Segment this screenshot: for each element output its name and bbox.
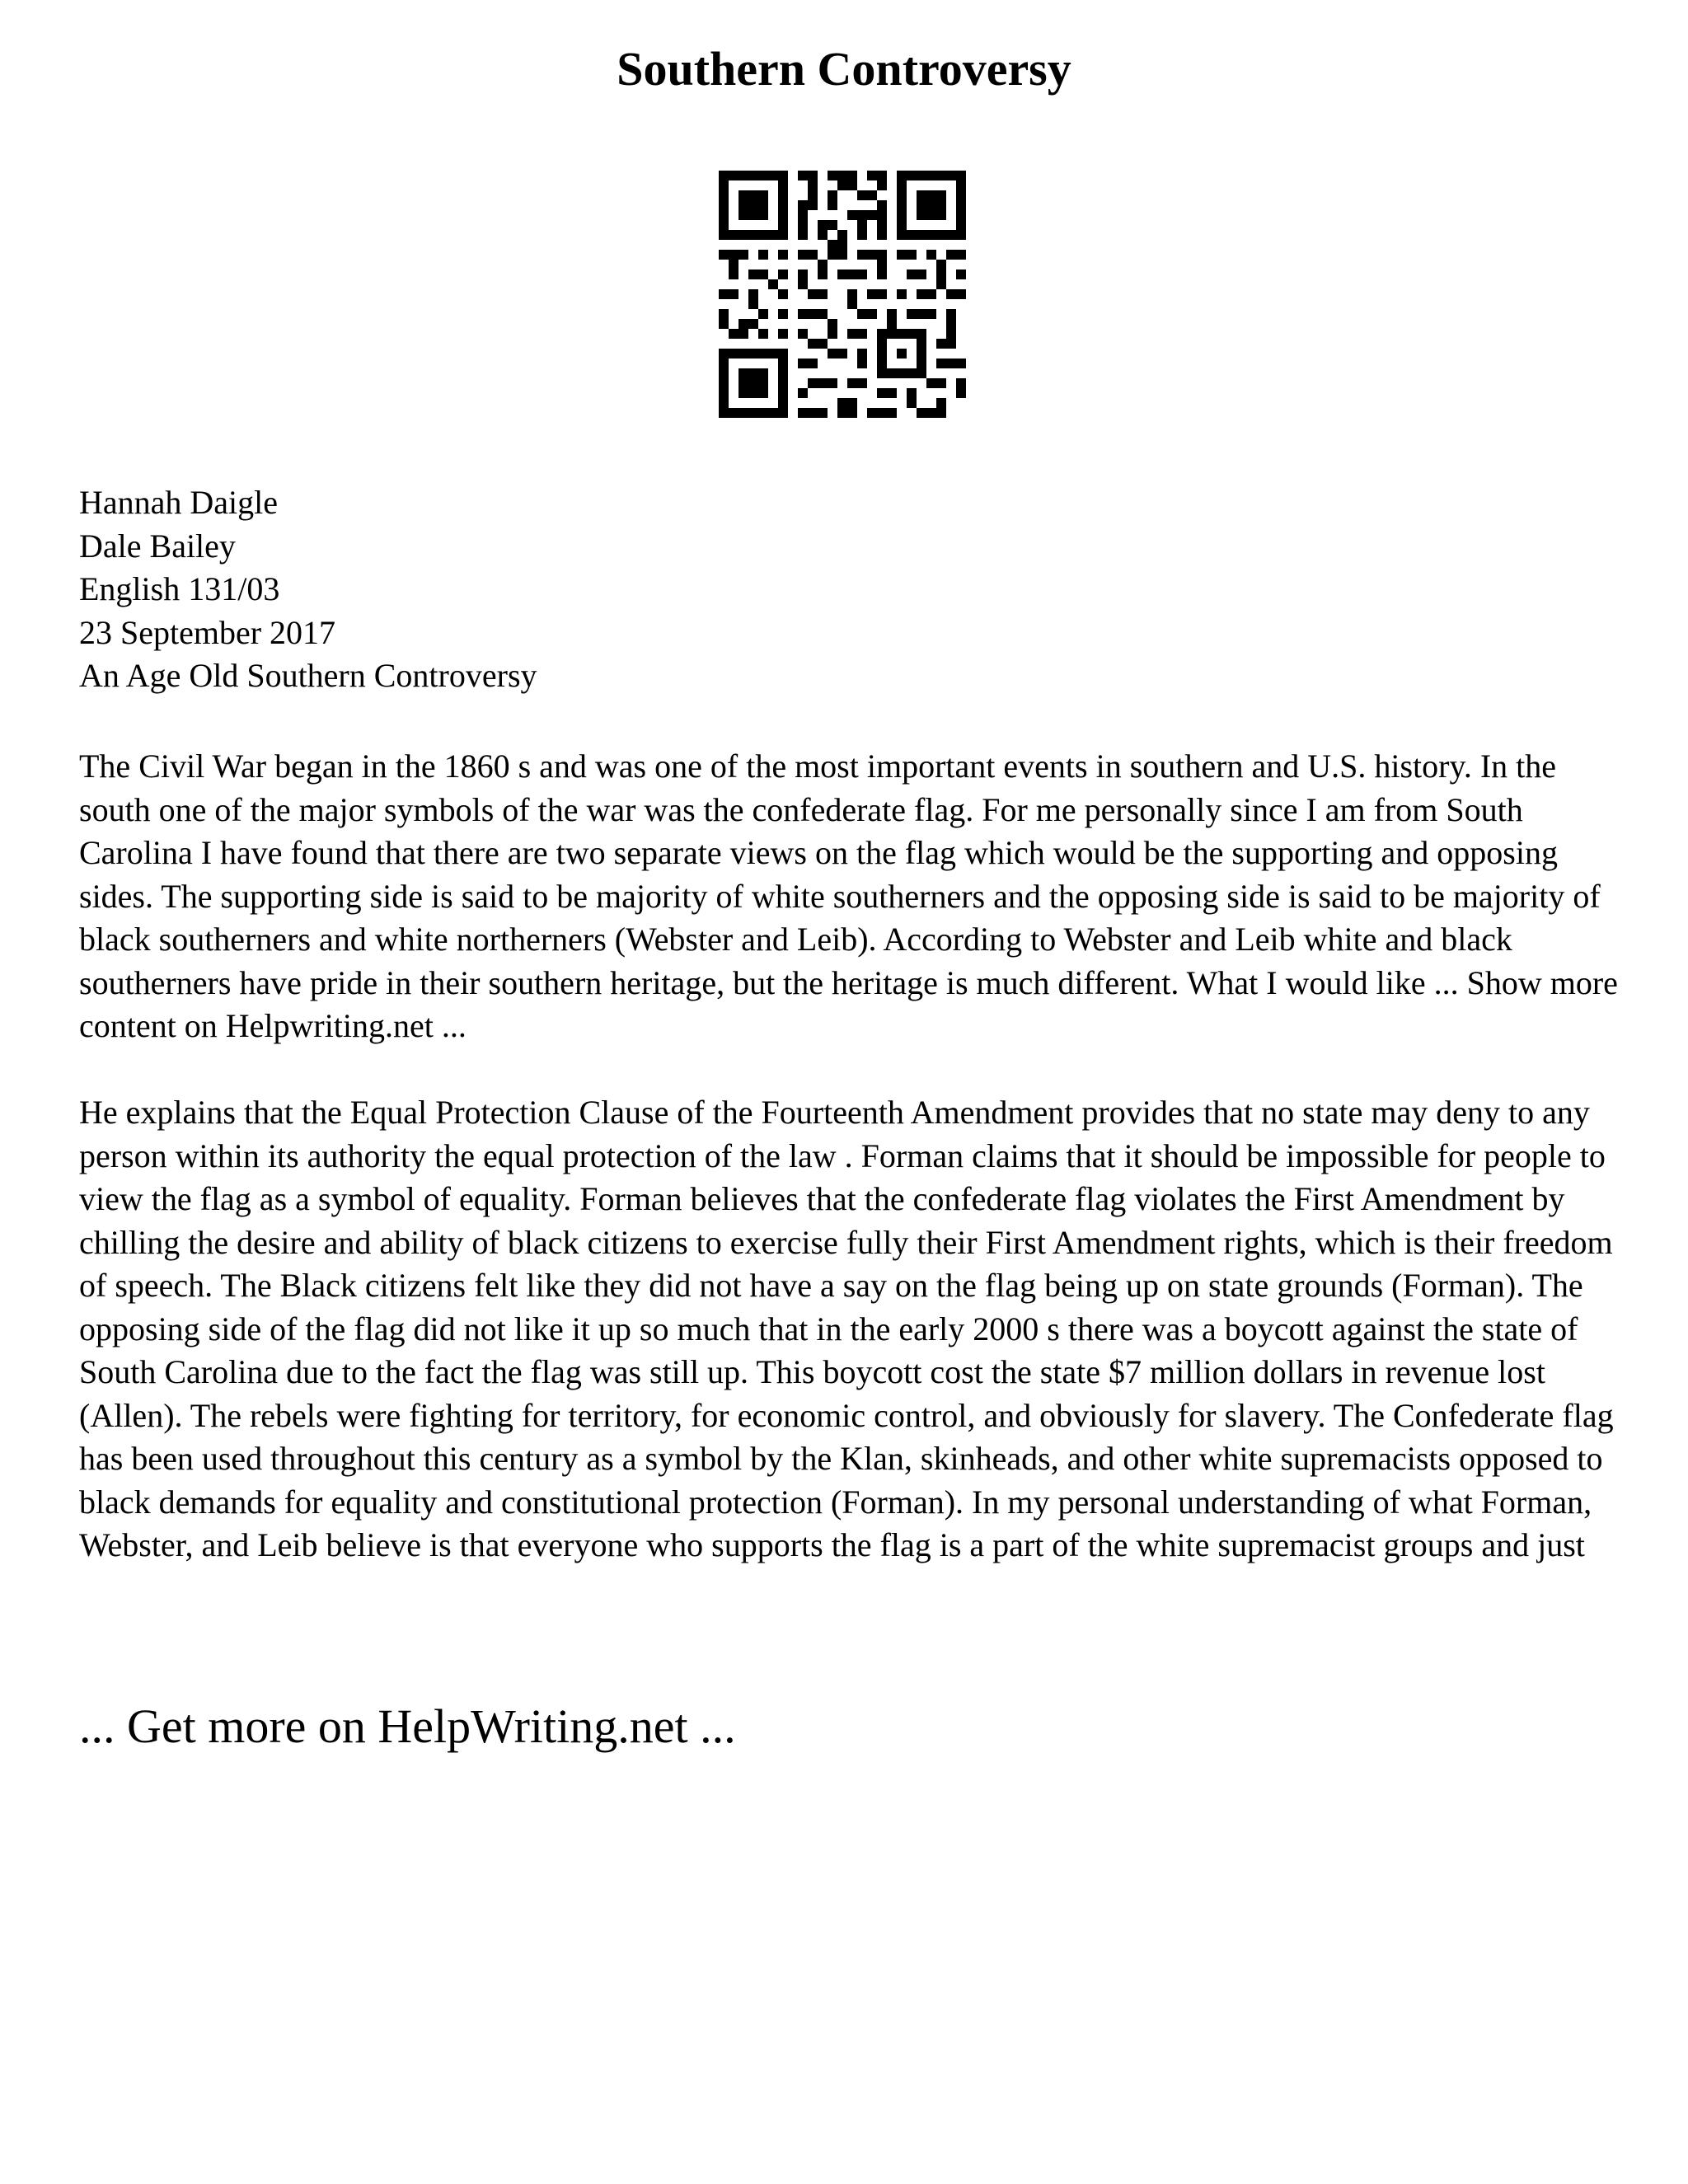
- essay-header: [79, 481, 1629, 698]
- course-name: English 131/03: [79, 570, 280, 607]
- instructor-name: Dale Bailey: [79, 527, 236, 565]
- author-name: Hannah Daigle: [79, 484, 279, 521]
- essay-title: An Age Old Southern Controversy: [79, 657, 537, 694]
- document-title: Southern Controversy: [617, 42, 1071, 96]
- paragraph: He explains that the Equal Protection Clause of the Fourteenth Amendment provides that no state may deny to any person within its authority the equal protection of the law . Forman claims that it should be impossible for people to view the flag as a symbol of equality. Forman believes that the confederate flag violates the First Amendment by chilling the desire and ability of black citizens to exercise fully their First Amendment rights, which is their freedom of speech. The Black citizens felt like they did not have a say on the flag being up on state grounds (Forman). The opposing side of the flag did not like it up so much that in the early 2000 s there was a boycott against the state of South Carolina due to the fact the flag was still up. This boycott cost the state $7 million dollars in revenue lost (Allen). The rebels were fighting for territory, for economic control, and obviously for slavery. The Confederate flag has been used throughout this century as a symbol by the Klan, skinheads, and other white supremacists opposed to black demands for equality and constitutional protection (Forman). In my personal understanding of what Forman, Webster, and Leib believe is that everyone who supports the flag is a part of the white supremacist groups and just: [79, 1094, 1614, 1563]
- get-more-link[interactable]: ... Get more on HelpWriting.net ...: [79, 1699, 736, 1753]
- qr-code-icon: [719, 171, 966, 418]
- paragraph: The Civil War began in the 1860 s and was one of the most important events in southern and U.S. history. In the south one of the major symbols of the war was the confederate flag. For me personally since I am from South Carolina I have found that there are two separate views on the flag which would be the supporting and opposing sides. The supporting side is said to be majority of white southerners and the opposing side is said to be majority of black southerners and white northerners (Webster and Leib). According to Webster and Leib white and black southerners have pride in their southern heritage, but the heritage is much different. What I would like ... Show more content on Helpwriting.net ...: [79, 748, 1618, 1044]
- essay-date: 23 September 2017: [79, 613, 336, 651]
